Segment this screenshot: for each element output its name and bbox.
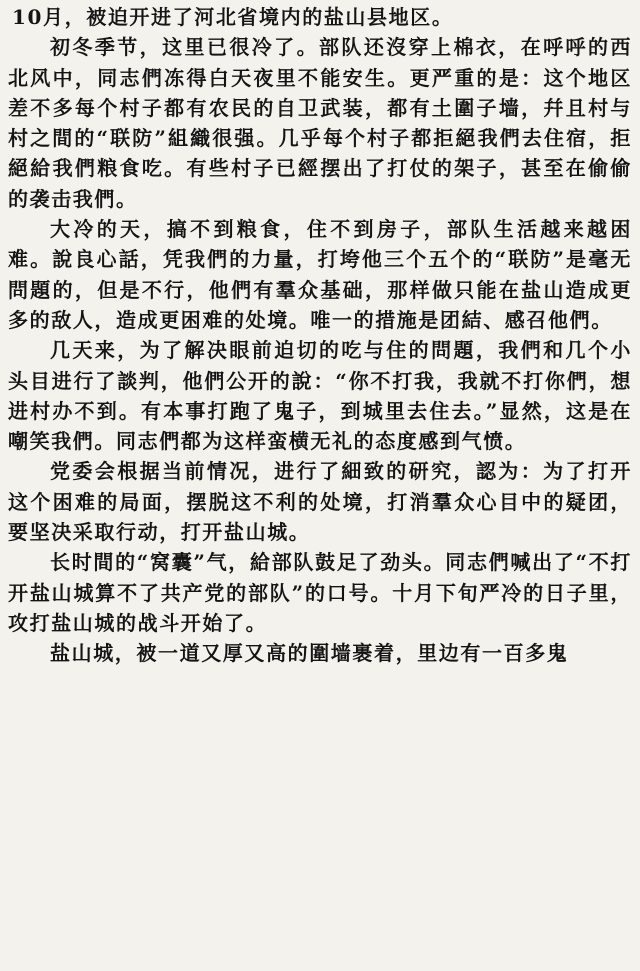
paragraph-1: 10月，被迫开进了河北省境内的盐山县地区。 (12, 5, 454, 29)
paragraph-4: 几天来，为了解决眼前迫切的吃与住的問題，我們和几个小头目进行了談判，他們公开的說：“你不打我，我就不打你們，想进村办不到。有本事打跑了鬼子，到城里去住去。”显然，这是在嘲笑我們。同志們都为这样蛮横无礼的态度感到气愤。 (8, 338, 632, 454)
paragraph-3: 大冷的天，搞不到粮食，住不到房子，部队生活越来越困难。說良心話，凭我們的力量，打垮他三个五个的“联防”是毫无問題的，但是不行，他們有羣众基础，那样做只能在盐山造成更多的敌人，造成更困难的处境。唯一的措施是团結、感召他們。 (8, 217, 632, 332)
paragraph-5: 党委会根据当前情况，进行了細致的研究，認为：为了打开这个困难的局面，摆脱这不利的处境，打消羣众心目中的疑团，要坚决采取行动，打开盐山城。 (8, 459, 632, 545)
paragraph-7: 盐山城，被一道又厚又高的圍墙裹着，里边有一百多鬼 (50, 641, 569, 666)
paragraph-2: 初冬季节，这里已很冷了。部队还沒穿上棉衣，在呼呼的西北风中，同志們冻得白天夜里不能安生。更严重的是：这个地区差不多每个村子都有农民的自卫武装，都有土圍子墙，幷且村与村之間的“联防”組織很强。几乎每个村子都拒絕我們去住宿，拒絕給我們粮食吃。有些村子已經摆出了打仗的架子，甚至在偷偷的袭击我們。 (8, 35, 632, 211)
paragraph-6: 长时間的“窝囊”气，給部队鼓足了劲头。同志們喊出了“不打开盐山城算不了共产党的部队”的口号。十月下旬严冷的日子里，攻打盐山城的战斗开始了。 (8, 550, 632, 635)
